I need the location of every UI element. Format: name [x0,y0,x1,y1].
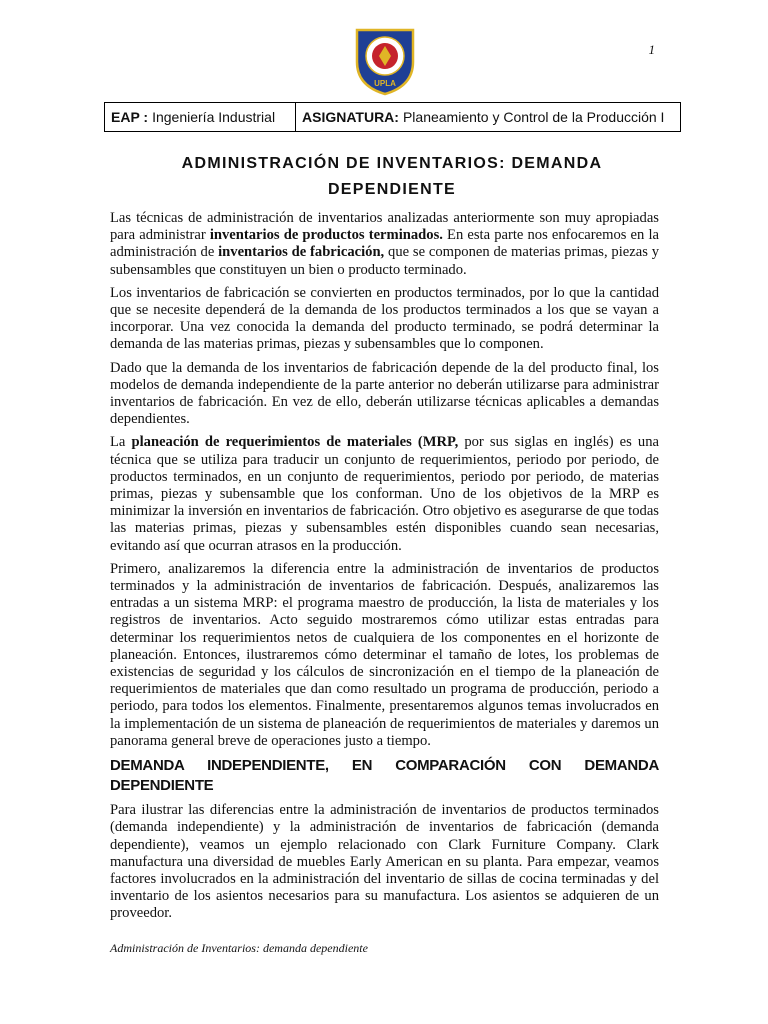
p4-bold-2: (MRP, [417,434,459,451]
eap-cell [105,103,296,131]
paragraph-4 [110,434,659,554]
eap-value: Ingeniería Industrial [152,109,276,125]
paragraph-6: Para ilustrar las diferencias entre la administración de inventarios de productos terminados (demanda independiente) y la administración de inventarios de fabricación (demanda dependiente), veamos un ejemplo relacionado con Clark Furniture Company. Clark manufactura una diversidad de muebles Early American en su planta. Para empezar, veamos factores involucrados en la administración del inventario de sillas de cocina terminadas y del inventario de los asientos necesarios para su manufactura. Los asientos se adquieren de un proveedor. [110,802,659,922]
title-line-1: ADMINISTRACIÓN DE INVENTARIOS: DEMANDA [181,155,603,172]
paragraph-2: Los inventarios de fabricación se convierten en productos terminados, por lo que la cantidad que se necesite dependerá de la demanda de los productos terminados a los que se vayan a incorporar. Una vez conocida la demanda del producto terminado, se podrá determinar la demanda de las materias primas, piezas y subensambles que lo componen. [110,284,659,353]
section-heading: DEMANDA INDEPENDIENTE, EN COMPARACIÓN CON DEMANDA DEPENDIENTE [110,757,659,795]
page-footer: Administración de Inventarios: demanda dependiente [110,941,368,955]
asignatura-cell [296,103,680,131]
p4-text-1: La [110,434,132,451]
paragraph-3: Dado que la demanda de los inventarios de fabricación depende de la del producto final, los modelos de demanda independiente de la parte anterior no deberán utilizarse para administrar inventarios de fabricación. En vez de ello, deberán utilizarse técnicas aplicables a demandas dependientes. [110,359,659,428]
p1-bold-1: inventarios de productos terminados. [209,227,443,244]
eap-label: EAP : [111,109,149,125]
asignatura-label: ASIGNATURA: [302,109,399,125]
asignatura-value: Planeamiento y Control de la Producción I [402,109,665,125]
p1-text-1: Las técnicas de administración de inventarios analizadas anteriormente son muy apropiadas para administrar [110,210,659,244]
p4-text-3: por sus siglas en inglés) es una técnica que se utiliza para traducir un conjunto de requerimientos, periodo por periodo, de productos terminados, en un conjunto de requerimientos, periodo por periodo, de materias primas, piezas y subensamble que los conforman. Uno de los objetivos de la MRP es minimizar la inversión en inventarios de fabricación. Otro objetivo es asegurarse de que todas las materias primas, piezas y subensambles estén disponibles cuando sean necesarias, evitando así que ocurran atrasos en la producción. [110,434,659,554]
title-line-2: DEPENDIENTE [327,181,457,198]
university-seal-logo [345,20,425,96]
p4-bold-1: planeación de requerimientos de materiales [131,434,412,451]
paragraph-5: Primero, analizaremos la diferencia entre la administración de inventarios de productos terminados y la administración de inventarios de fabricación. Después, analizaremos las entradas a un sistema MRP: el programa maestro de producción, la lista de materiales y los registros de inventarios. Acto seguido mostraremos cómo utilizar estas entradas para determinar los requerimientos netos de cualquiera de los componentes en el horizonte de planeación. Entonces, ilustraremos cómo determinar el tamaño de lotes, los problemas de existencias de seguridad y los cálculos de sincronización en el tiempo de la planeación de requerimientos de materiales que dan como resultado un programa de producción, periodo a periodo, para todos los elementos. Finalmente, presentaremos algunos temas involucrados en la implementación de un sistema de planeación de requerimientos de materiales y daremos un panorama general breve de operaciones justo a tiempo. [110,560,659,749]
document-body [110,210,659,929]
p1-text-2: En esta parte nos enfocaremos en la administración de [110,227,659,261]
paragraph-1 [110,210,659,279]
page-number: 1 [648,42,655,57]
p1-bold-2: inventarios de fabricación, [218,244,385,261]
course-header-table [104,102,681,132]
document-title [110,151,674,203]
p1-text-3: que se componen de materias primas, piezas y subensambles que constituyen un bien o producto terminado. [110,244,659,278]
logo-text: UPLA [374,79,396,88]
